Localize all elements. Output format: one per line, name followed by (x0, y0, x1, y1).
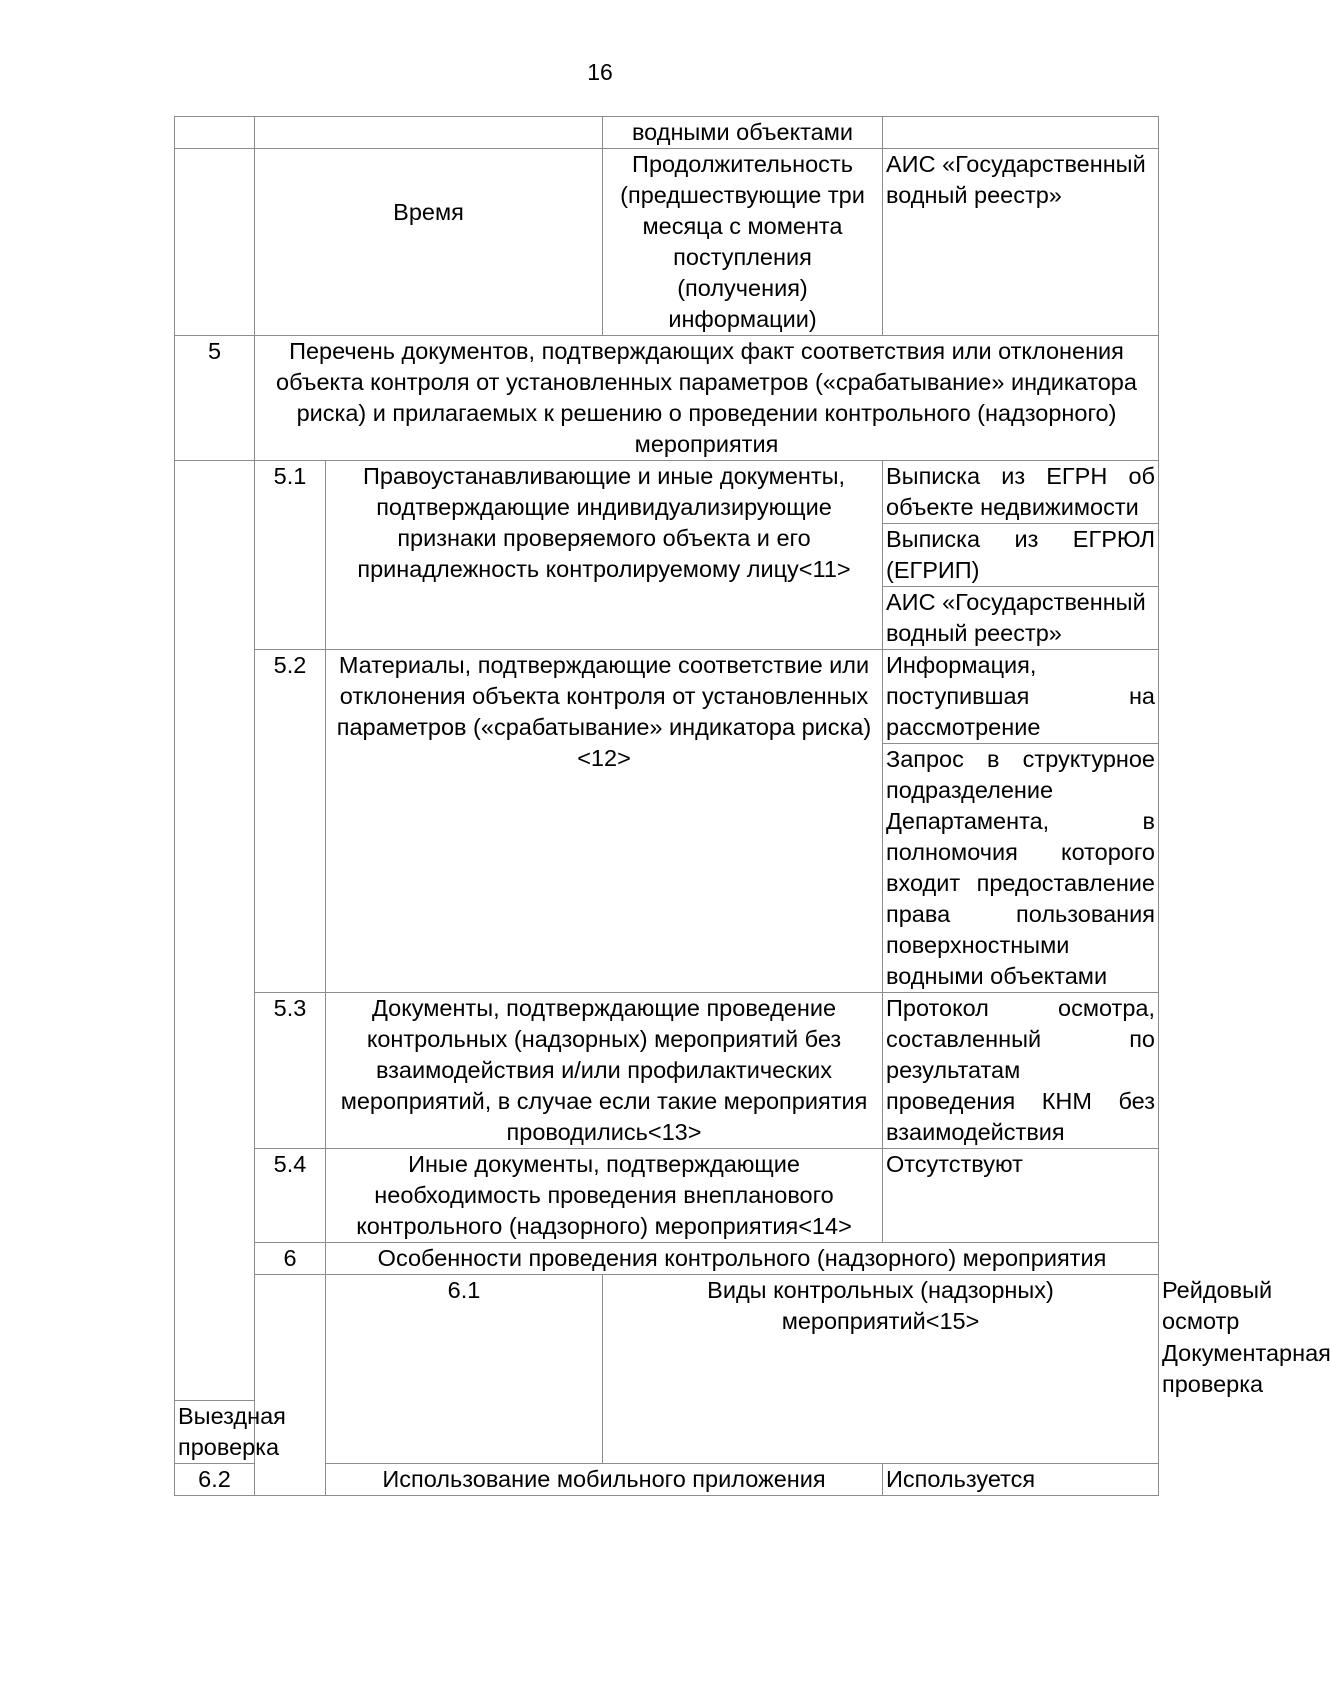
item-text: Материалы, подтверждающие соответствие или отклонения объекта контроля от установленных параметров («срабатывание» индикатора риска)<12> (326, 650, 883, 993)
page-number: 16 (587, 59, 613, 85)
item-number: 5.4 (255, 1149, 326, 1243)
cell-empty (255, 1275, 326, 1496)
item-text: Использование мобильного приложения (326, 1464, 883, 1496)
section-number: 5 (175, 336, 255, 461)
measure-cell: Продолжительность (предшествующие три месяца с момента поступления (получения) информации) (603, 149, 883, 336)
source-cell: АИС «Государственный водный реестр» (883, 587, 1159, 650)
table-row (175, 1149, 1159, 1243)
indicator-label-cell: Время (255, 149, 603, 336)
table-row (175, 149, 1159, 336)
table-row: 6.1 Виды контрольных (надзорных) мероприятий<15> Рейдовый осмотр (175, 1275, 1159, 1338)
item-number: 6.1 (326, 1275, 603, 1464)
section-title: Особенности проведения контрольного (надзорного) мероприятия (326, 1243, 1159, 1275)
source-cell: Отсутствуют (883, 1149, 1159, 1243)
section-row (175, 1243, 1159, 1275)
section-number: 6 (255, 1243, 326, 1275)
section-row (175, 336, 1159, 461)
source-cell (883, 117, 1159, 149)
item-number: 5.3 (255, 993, 326, 1149)
table-row (175, 650, 1159, 744)
table-row (175, 461, 1159, 524)
source-cell: Запрос в структурное подразделение Департамента, в полномочия которого входит предоставление права пользования поверхностными водными объектами (883, 744, 1159, 993)
item-number: 5.1 (255, 461, 326, 650)
source-cell: Выписка из ЕГРН об объекте недвижимости (883, 461, 1159, 524)
source-cell: Используется (883, 1464, 1159, 1496)
source-cell: Информация, поступившая на рассмотрение (883, 650, 1159, 744)
table-row (175, 993, 1159, 1149)
source-cell: Протокол осмотра, составленный по результатам проведения КНМ без взаимодействия (883, 993, 1159, 1149)
item-text: Иные документы, подтверждающие необходимость проведения внепланового контрольного (надзорного) мероприятия<14> (326, 1149, 883, 1243)
source-cell: АИС «Государственный водный реестр» (883, 149, 1159, 336)
source-cell: Выписка из ЕГРЮЛ (ЕГРИП) (883, 524, 1159, 587)
item-text: Документы, подтверждающие проведение контрольных (надзорных) мероприятий без взаимодействия и/или профилактических мероприятий, в случае если такие мероприятия проводились<13> (326, 993, 883, 1149)
item-number: 6.2 (175, 1464, 255, 1496)
cell-empty (175, 117, 255, 149)
measure-cell: водными объектами (603, 117, 883, 149)
section-title: Перечень документов, подтверждающих факт соответствия или отклонения объекта контроля от установленных параметров («срабатывание» индикатора риска) и прилагаемых к решению о проведении контрольного (надзорного) мероприятия (255, 336, 1159, 461)
item-text: Правоустанавливающие и иные документы, подтверждающие индивидуализирующие признаки проверяемого объекта и его принадлежность контролируемому лицу<11> (326, 461, 883, 650)
table-row: Документарная проверка (1162, 1340, 1331, 1397)
cell-empty (175, 149, 255, 336)
document-table (174, 116, 1331, 1496)
item-number: 5.2 (255, 650, 326, 993)
item-text: Виды контрольных (надзорных) мероприятий<15> (603, 1275, 1159, 1464)
cell-empty (175, 461, 255, 1401)
table-row (175, 117, 1159, 149)
cell-empty (255, 117, 603, 149)
source-cell: Выездная проверка (175, 1401, 255, 1464)
